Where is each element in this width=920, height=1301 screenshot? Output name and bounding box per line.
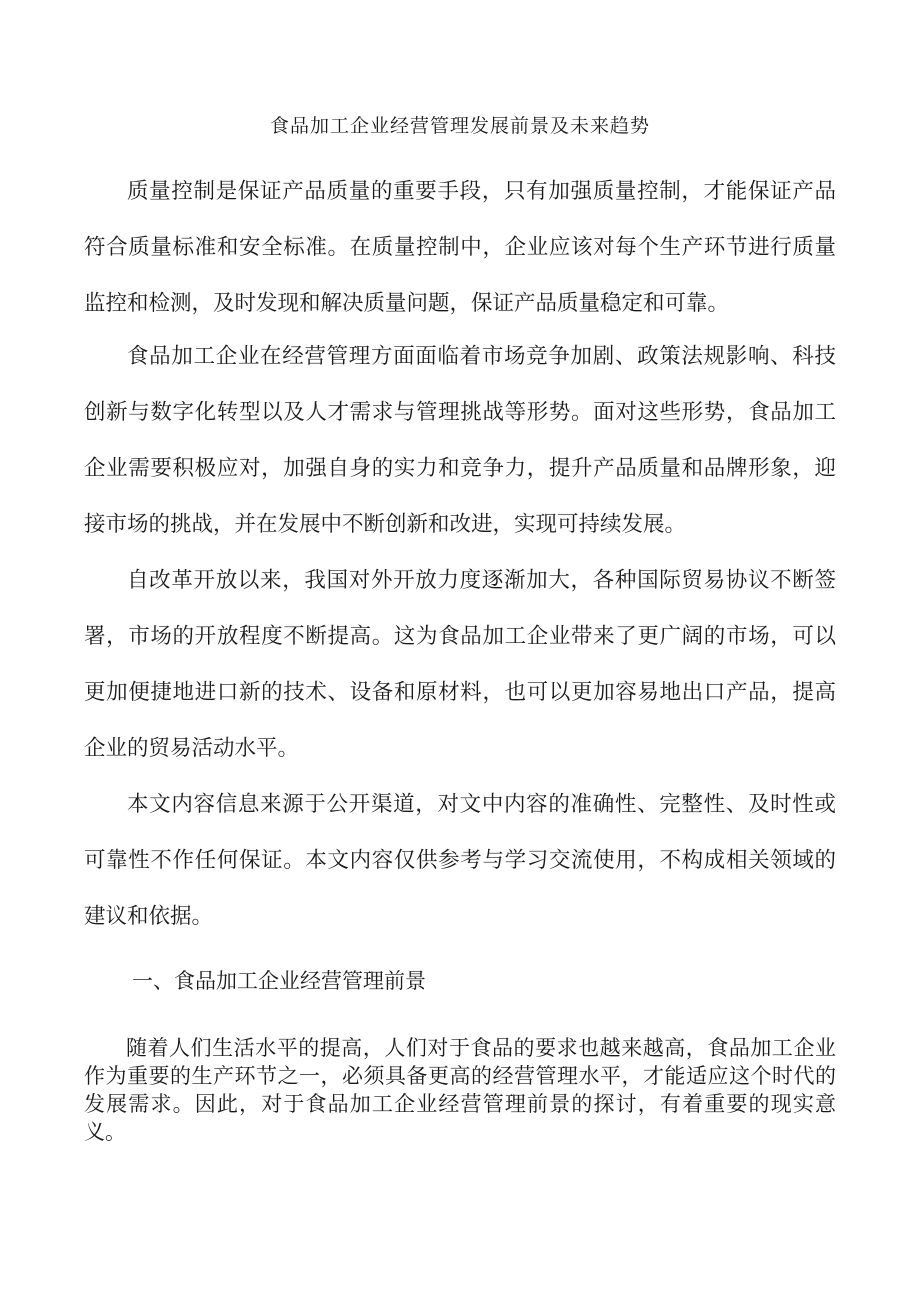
paragraph-management-situation: 食品加工企业在经营管理方面面临着市场竞争加剧、政策法规影响、科技创新与数字化转型以及人才需求与管理挑战等形势。面对这些形势，食品加工企业需要积极应对，加强自身的实力和竞争力，提升产品质量和品牌形象，迎接市场的挑战，并在发展中不断创新和改进，实现可持续发展。 [84,344,836,537]
paragraph-disclaimer: 本文内容信息来源于公开渠道，对文中内容的准确性、完整性、及时性或可靠性不作任何保证。本文内容仅供参考与学习交流使用，不构成相关领域的建议和依据。 [84,792,836,929]
paragraph-opening-up: 自改革开放以来，我国对外开放力度逐渐加大，各种国际贸易协议不断签署，市场的开放程度不断提高。这为食品加工企业带来了更广阔的市场，可以更加便捷地进口新的技术、设备和原材料，也可以更加容易地出口产品，提高企业的贸易活动水平。 [84,568,836,761]
section-paragraph: 随着人们生活水平的提高，人们对于食品的要求也越来越高，食品加工企业作为重要的生产环节之一，必须具备更高的经营管理水平，才能适应这个时代的发展需求。因此，对于食品加工企业经营管理前景的探讨，有着重要的现实意义。 [84,1036,836,1144]
document-title: 食品加工企业经营管理发展前景及未来趋势 [269,115,650,137]
paragraph-quality-control: 质量控制是保证产品质量的重要手段，只有加强质量控制，才能保证产品符合质量标准和安全标准。在质量控制中，企业应该对每个生产环节进行质量监控和检测，及时发现和解决质量问题，保证产品质量稳定和可靠。 [84,179,836,316]
section-heading: 一、食品加工企业经营管理前景 [132,969,426,993]
